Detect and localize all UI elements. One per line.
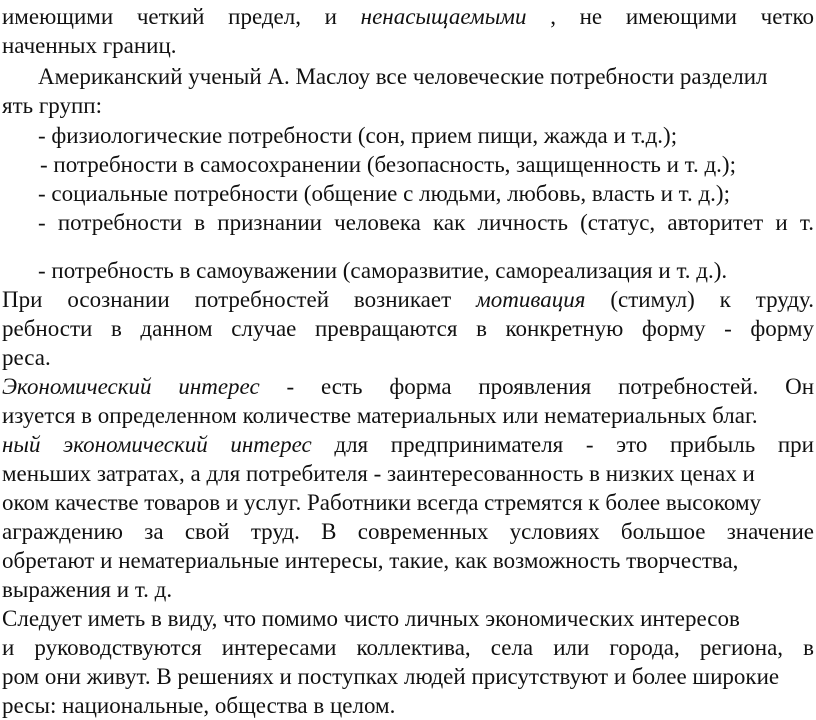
- italic-term-economic-interest-2: ный экономический интерес: [2, 432, 312, 457]
- italic-term-economic-interest: Экономический интерес: [2, 374, 260, 399]
- text-run: (стимул) к труду.: [585, 287, 815, 312]
- text-line-21: Следует иметь в виду, что помимо чисто личных экономических интересов: [2, 606, 740, 631]
- text-line-19: обретают и нематериальные интересы, такие, как возможность творчества,: [2, 548, 739, 573]
- text-line-23: ром они живут. В решениях и поступках людей присутствуют и более широкие: [2, 664, 780, 689]
- text-run: имеющими четкий предел, и: [2, 4, 361, 29]
- text-line-14: изуется в определенном количестве материальных или нематериальных благ.: [2, 403, 758, 428]
- text-line-10: [2, 285, 814, 314]
- text-line-22: и руководствуются интересами коллектива, села или города, региона, в: [2, 635, 814, 660]
- text-line-1: [2, 2, 814, 31]
- text-run: , не имеющими четко: [526, 4, 814, 29]
- list-item-self-preservation: - потребности в самосохранении (безопасность, защищенность и т. д.);: [40, 152, 736, 177]
- text-line-2: наченных границ.: [2, 33, 177, 58]
- text-line-13: [2, 372, 814, 401]
- list-item-physiological: - физиологические потребности (сон, прием пищи, жажда и т.д.);: [38, 123, 678, 148]
- text-line-17: оком качестве товаров и услуг. Работники всегда стремятся к более высокому: [2, 490, 762, 515]
- italic-term-motivation: мотивация: [476, 287, 586, 312]
- text-run: - есть форма проявления потребностей. Он: [259, 374, 814, 399]
- text-run: для предпринимателя - это прибыль при: [311, 432, 814, 457]
- text-line-3: Американский ученый А. Маслоу все человеческие потребности разделил: [38, 64, 768, 89]
- text-line-15: [2, 430, 814, 459]
- list-item-self-esteem: - потребность в самоуважении (саморазвитие, самореализация и т. д.).: [38, 258, 728, 283]
- text-line-24: ресы: национальные, общества в целом.: [2, 693, 396, 718]
- text-run: При осознании потребностей возникает: [2, 287, 477, 312]
- text-line-4: ять групп:: [2, 93, 103, 118]
- text-line-11: ребности в данном случае превращаются в конкретную форму - форму: [2, 316, 814, 341]
- list-item-social: - социальные потребности (общение с людьми, любовь, власть и т. д.);: [38, 181, 730, 206]
- text-line-18: аграждению за свой труд. В современных условиях большое значение: [2, 519, 814, 544]
- text-line-16: меньших затратах, а для потребителя - заинтересованность в низких ценах и: [2, 461, 755, 486]
- italic-term-nenasyshchaemye: ненасыщаемыми: [360, 4, 527, 29]
- text-line-20: выражения и т. д.: [2, 577, 173, 602]
- list-item-recognition: - потребности в признании человека как личность (статус, авторитет и т.: [38, 210, 814, 235]
- text-line-12: реса.: [2, 345, 51, 370]
